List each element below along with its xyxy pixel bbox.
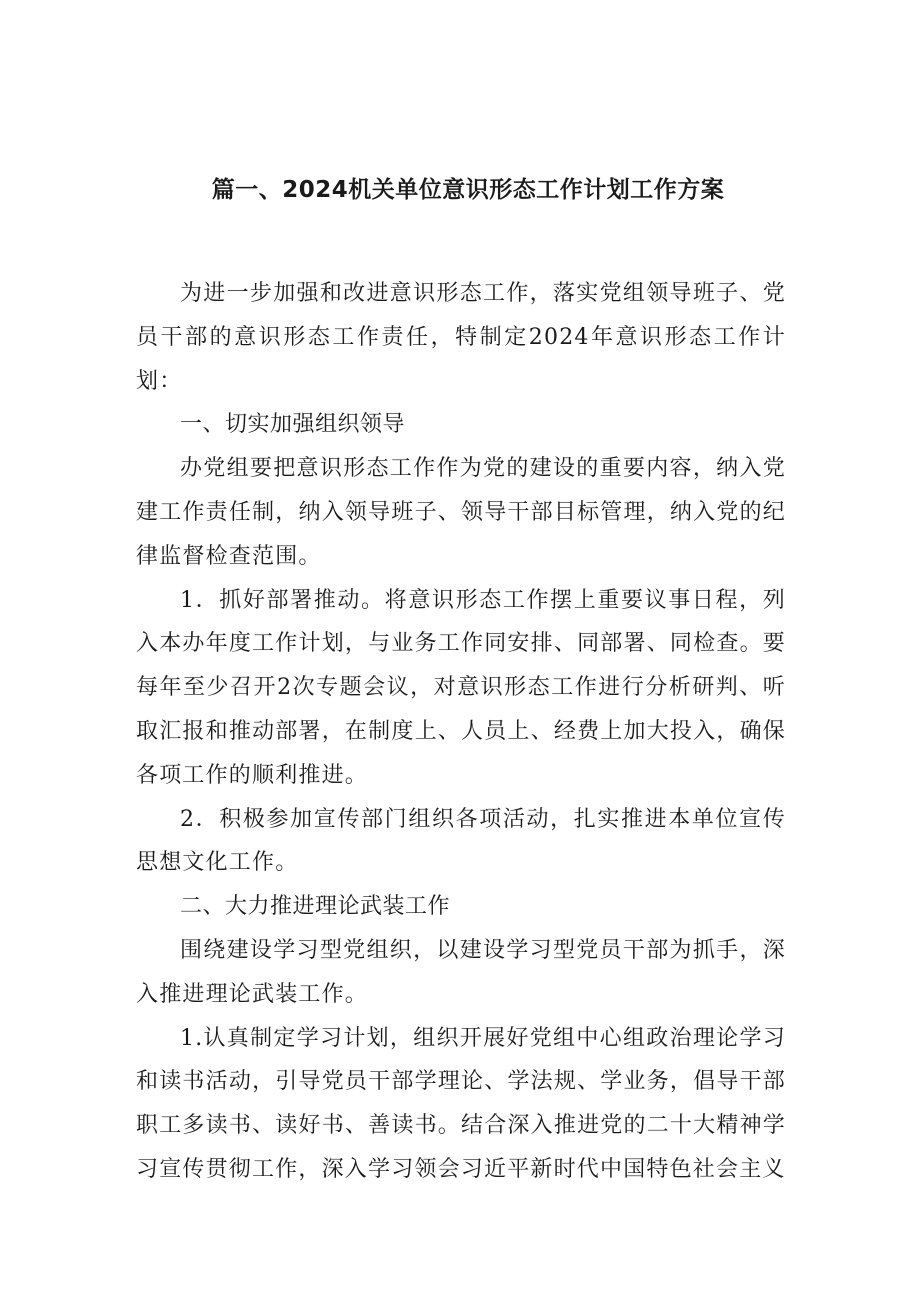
document-title: 篇一、2024机关单位意识形态工作计划工作方案 xyxy=(211,177,725,203)
intro-paragraph: 为进一步加强和改进意识形态工作，落实党组领导班子、党员干部的意识形态工作责任，特制定2024年意识形态工作计划： xyxy=(136,281,786,394)
section-2-paragraph: 围绕建设学习型党组织，以建设学习型党员干部为抓手，深入推进理论武装工作。 xyxy=(136,937,786,1007)
section-1-heading: 一、切实加强组织领导 xyxy=(180,412,406,438)
section-1-item-2: 2．积极参加宣传部门组织各项活动，扎实推进本单位宣传思想文化工作。 xyxy=(136,806,786,876)
section-2-heading: 二、大力推进理论武装工作 xyxy=(180,894,451,920)
section-1-paragraph: 办党组要把意识形态工作作为党的建设的重要内容，纳入党建工作责任制，纳入领导班子、领导干部目标管理，纳入党的纪律监督检查范围。 xyxy=(136,456,786,569)
section-2-item-1: 1.认真制定学习计划，组织开展好党组中心组政治理论学习和读书活动，引导党员干部学理论、学法规、学业务，倡导干部职工多读书、读好书、善读书。结合深入推进党的二十大精神学习宣传贯彻工作，深入学习领会习近平新时代中国特色社会主义 xyxy=(136,1025,786,1182)
document-body xyxy=(136,272,786,1192)
section-1-item-1: 1．抓好部署推动。将意识形态工作摆上重要议事日程，列入本办年度工作计划，与业务工作同安排、同部署、同检查。要每年至少召开2次专题会议，对意识形态工作进行分析研判、听取汇报和推动部署，在制度上、人员上、经费上加大投入，确保各项工作的顺利推进。 xyxy=(136,587,786,788)
